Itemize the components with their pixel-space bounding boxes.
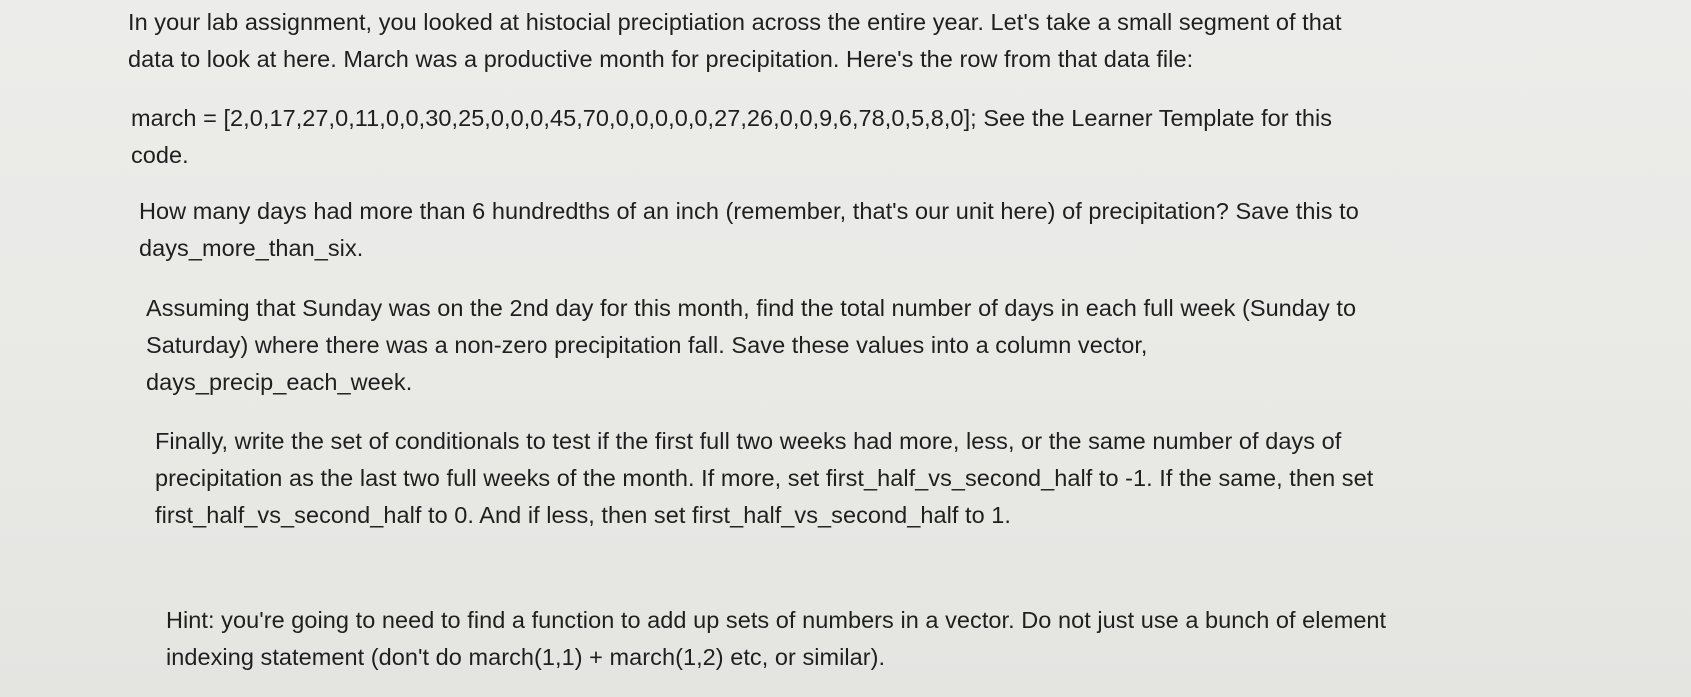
question-3-line-3: first_half_vs_second_half to 0. And if less, then set first_half_vs_second_half to 1.	[155, 502, 1011, 528]
hint-line-2: indexing statement (don't do march(1,1) + march(1,2) etc, or similar).	[166, 644, 886, 670]
question-1-line-2: days_more_than_six.	[139, 235, 364, 261]
question-1-line-1: How many days had more than 6 hundredths of an inch (remember, that's our unit here) of precipitation? Save this to	[139, 198, 1359, 224]
question-2-line-3: days_precip_each_week.	[146, 369, 413, 395]
code-paragraph	[131, 100, 1332, 174]
question-2-paragraph	[146, 290, 1356, 401]
question-3-line-2: precipitation as the last two full weeks of the month. If more, set first_half_vs_second_half to -1. If the same, then set	[155, 465, 1374, 491]
intro-paragraph	[128, 4, 1342, 78]
question-3-line-1: Finally, write the set of conditionals to test if the first full two weeks had more, less, or the same number of days of	[155, 428, 1342, 454]
intro-line-1: In your lab assignment, you looked at histocial preciptiation across the entire year. Let's take a small segment of that	[128, 9, 1342, 35]
hint-paragraph	[166, 602, 1386, 676]
hint-line-1: Hint: you're going to need to find a function to add up sets of numbers in a vector. Do not just use a bunch of element	[166, 607, 1387, 633]
question-2-line-1: Assuming that Sunday was on the 2nd day for this month, find the total number of days in each full week (Sunday to	[146, 295, 1357, 321]
question-3-paragraph	[155, 423, 1373, 534]
question-1-paragraph	[139, 193, 1359, 267]
code-line-2: code.	[131, 142, 189, 168]
question-2-line-2: Saturday) where there was a non-zero precipitation fall. Save these values into a column vector,	[146, 332, 1148, 358]
intro-line-2: data to look at here. March was a productive month for precipitation. Here's the row from that data file:	[128, 46, 1194, 72]
code-line-1: march = [2,0,17,27,0,11,0,0,30,25,0,0,0,45,70,0,0,0,0,0,27,26,0,0,9,6,78,0,5,8,0]; See the Learner Template for this	[131, 105, 1333, 131]
